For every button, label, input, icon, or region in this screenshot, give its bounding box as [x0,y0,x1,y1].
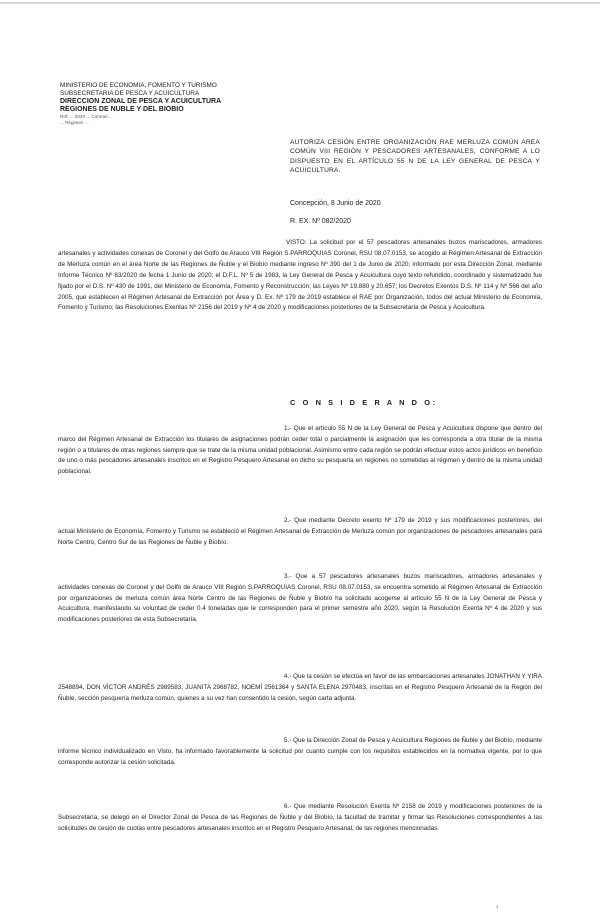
considerando-5 [58,736,542,768]
letterhead-ref-line: Ref: ... 2020 ... Coronel ... [60,114,113,119]
considerando-1 [58,424,542,478]
resolution-title: AUTORIZA CESIÓN ENTRE ORGANIZACIÓN RAE MERLUZA COMÚN AREA COMÚN VIII REGIÓN Y PESCADORES ARTESANALES, CONFORME A LO DISPUESTO EN EL ARTÍCULO 55 N DE LA LEY GENERAL DE PESCA Y ACUICULTURA. [290,139,540,175]
letterhead-subsecretaria: SUBSECRETARIA DE PESCA Y ACUICULTURA [60,90,200,97]
letterhead-direccion: DIRECCION ZONAL DE PESCA Y ACUICULTURA [60,98,222,105]
considerando-6-text: 6.- Que mediante Resolución Exenta Nº 2158 de 2019 y modificaciones posteriores de la Subsecretaría, se delegó en el Director Zonal de Pesca de las Regiones de Ñuble y del Biobío, la facultad de tramitar y firmar las Resoluciones correspondientes a las solicitudes de cesión de cuotas entre pescadores artesanales inscritos en el Registro Pesquero Artesanal, de las regiones mencionadas. [58,803,542,832]
considerando-3 [58,572,542,626]
visto-text: VISTO: La solicitud por el 57 pescadores artesanales buzos mariscadores, armadores artesanales y actividades conexas de Coronel y del Golfo de Arauco VIII Región S.PARROQUIAS Coronel, RSU 08.07.0153, se acogido al Régimen Artesanal de Extracción de Merluza común en el área Norte de las Regiones de Ñuble y el Biobío mediante ingreso Nº 390 del 1 de Junio de 2020; informado por esta Dirección Zonal, mediante Informe Técnico Nº 83/2020 de fecha 1 Junio de 2020; el D.F.L. Nº 5 de 1983, la Ley General de Pesca y Acuicultura cuyo texto refundido, coordinado y sistematizado fue fijado por el D.S. Nº 430 de 1991, del Ministerio de Economía, Fomento y Reconstrucción; las Leyes Nº 19.880 y 20.657; los Decretos Exentos D.S. Nº 114 y Nº 566 del año 2005, que establecen el Régimen Artesanal de Extracción por Área y D. Ex. Nº 179 de 2019 establece el RAE por Organización, todos del actual Ministerio de Economía, Fomento y Turismo; las Resoluciones Exentas Nº 2156 del 2019 y Nº 4 de 2020 y modificaciones posteriores de la Subsecretaría de Pesca y Acuicultura. [58,239,542,312]
page-footer: 1 [496,904,499,909]
scan-edge-line [0,2,600,4]
considerando-5-text: 5.- Que la Dirección Zonal de Pesca y Acuicultura Regiones de Ñuble y del Biobío, mediante informe técnico individualizado en Visto, ha informado favorablemente la solicitud por cuanto cumple con los requisitos establecidos en la normativa vigente, por lo que corresponde autorizar la cesión solicitada. [58,737,542,766]
visto-paragraph [58,238,542,314]
considerando-6 [58,802,542,834]
resolution-number: R. EX. Nº 082/2020 [290,218,351,225]
resolution-date: Concepción, 8 Junio de 2020 [290,200,381,207]
letterhead-regiones: REGIONES DE ÑUBLE Y DEL BIOBIO [60,106,184,113]
considerando-2 [58,516,542,548]
considerando-1-text: 1.- Que el artículo 55 N de la Ley General de Pesca y Acuicultura dispone que dentro del marco del Régimen Artesanal de Extracción los titulares de asignaciones podrán ceder total o parcialmente la asignación que les corresponda a otra titular de la misma región o a titulares de otras regiones siempre que se trate de la misma unidad poblacional. Asimismo entre cada región se podrán efectuar estos actos jurídicos en beneficio de uno o más pescadores artesanales inscritos en el Registro Pesquero Artesanal en dicho su pesquería en regiones no sometidas al régimen y dentro de la misma unidad poblacional. [58,425,542,476]
letterhead [60,82,292,126]
letterhead-ref-line-2: ... Régimen ... [60,120,89,125]
considerando-2-text: 2.- Que mediante Decreto exento Nº 179 de 2019 y sus modificaciones posteriores, del actual Ministerio de Economía, Fomento y Turismo se estableció el Régimen Artesanal de Extracción de Merluza común por organizaciones de pescadores artesanales para Norte Centro, Centro Sur de las Regiones de Ñuble y Biobío. [58,517,542,546]
letterhead-ministry: MINISTERIO DE ECONOMIA, FOMENTO Y TURISMO [60,82,217,89]
considerando-4 [58,672,542,704]
considerando-4-text: 4.- Que la cesión se efectúa en favor de las embarcaciones artesanales JONATHAN Y YIRA 2548894, DON VÍCTOR ANDRÉS 2989583, JUANITA 2968782, NOEMÍ 2561364 y SANTA ELENA 2970483, inscritas en el Registro Pesquero Artesanal de la Región del Ñuble, sección pesquería merluza común, quienes a su vez han consentido la cesión, según carta adjunta. [58,673,542,702]
considerando-3-text: 3.- Que a 57 pescadores artesanales buzos mariscadores, armadores artesanales y actividades conexas de Coronel y del Golfo de Arauco VIII Región S.PARROQUIAS Coronel, RSU 08.07.0153, se encuentra sometido al Régimen Artesanal de Extracción por organizaciones de merluza común área Norte Centro de las Regiones de Ñuble y Biobío ha solicitado acogerse al artículo 55 N de la Ley General de Pesca y Acuicultura, manifestando su voluntad de ceder 0.4 toneladas que le corresponden para el primer semestre año 2020, según la Resolución Exenta Nº 4 de 2020 y sus modificaciones posteriores de esta Subsecretaría. [58,573,542,624]
considerando-heading: C O N S I D E R A N D O: [290,398,438,407]
